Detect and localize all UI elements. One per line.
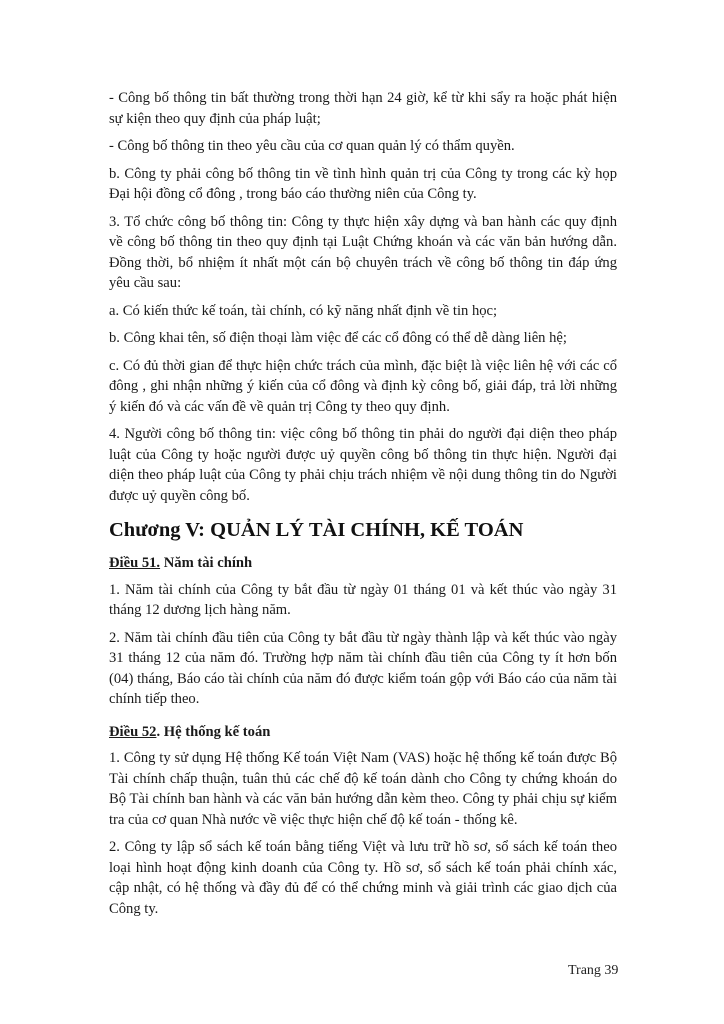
paragraph: 2. Công ty lập sổ sách kế toán bằng tiếng Việt và lưu trữ hồ sơ, sổ sách kế toán theo loại hình hoạt động kinh doanh của Công ty. Hồ sơ, sổ sách kế toán phải chính xác, cập nhật, có hệ thống và đầy đủ để có thể chứng minh và giải trình các giao dịch của Công ty.	[109, 839, 617, 917]
paragraph: c. Có đủ thời gian để thực hiện chức trách của mình, đặc biệt là việc liên hệ với các cổ đông , ghi nhận những ý kiến của cổ đông và định kỳ công bố, giải đáp, trả lời những ý kiến đó và các vấn đề về quản trị Công ty theo quy định.	[109, 357, 617, 415]
article-51-title: Năm tài chính	[160, 555, 253, 571]
paragraph: 3. Tổ chức công bố thông tin: Công ty thực hiện xây dựng và ban hành các quy định về công bố thông tin theo quy định tại Luật Chứng khoán và các văn bản hướng dẫn. Đồng thời, bổ nhiệm ít nhất một cán bộ chuyên trách về công bố thông tin đáp ứng yêu cầu sau:	[109, 213, 617, 291]
page-number: Trang 39	[568, 963, 619, 978]
chapter-title: Chương V: QUẢN LÝ TÀI CHÍNH, KẾ TOÁN	[109, 519, 524, 541]
paragraph: 4. Người công bố thông tin: việc công bố thông tin phải do người đại diện theo pháp luật của Công ty hoặc người được uỷ quyền công bố thông tin thực hiện. Người đại diện theo pháp luật của Công ty phải chịu trách nhiệm về nội dung thông tin do Người được uỷ quyền công bố.	[109, 426, 617, 504]
paragraph: b. Công khai tên, số điện thoại làm việc để các cổ đông có thể dễ dàng liên hệ;	[109, 330, 567, 346]
paragraph: b. Công ty phải công bố thông tin về tình hình quản trị của Công ty trong các kỳ họp Đại hội đồng cổ đông , trong báo cáo thường niên của Công ty.	[109, 165, 617, 202]
paragraph: 1. Năm tài chính của Công ty bắt đầu từ ngày 01 tháng 01 và kết thúc vào ngày 31 tháng 12 dương lịch hàng năm.	[109, 581, 617, 618]
paragraph: 1. Công ty sử dụng Hệ thống Kế toán Việt Nam (VAS) hoặc hệ thống kế toán được Bộ Tài chính chấp thuận, tuân thủ các chế độ kế toán dành cho Công ty chứng khoán do Bộ Tài chính ban hành và các văn bản hướng dẫn kèm theo. Công ty phải chịu sự kiểm tra của cơ quan Nhà nước về việc thực hiện chế độ kế toán - thống kê.	[109, 750, 617, 828]
document-page	[109, 88, 617, 926]
paragraph: - Công bố thông tin bất thường trong thời hạn 24 giờ, kể từ khi sẩy ra hoặc phát hiện sự kiện theo quy định của pháp luật;	[109, 90, 617, 127]
paragraph: - Công bố thông tin theo yêu cầu của cơ quan quản lý có thẩm quyền.	[109, 138, 515, 154]
article-51-heading	[109, 553, 617, 574]
article-52-title: . Hệ thống kế toán	[156, 723, 271, 740]
paragraph: 2. Năm tài chính đầu tiên của Công ty bắt đầu từ ngày thành lập và kết thúc vào ngày 31 tháng 12 của năm đó. Trường hợp năm tài chính đầu tiên của Công ty ít hơn bốn (04) tháng, Báo cáo tài chính của năm đó được kiểm toán gộp với Báo cáo của năm tài chính tiếp theo.	[109, 629, 617, 707]
article-52-heading	[109, 722, 617, 743]
article-51-number: Điều 51.	[109, 555, 161, 571]
article-52-number: Điều 52	[109, 723, 157, 740]
paragraph: a. Có kiến thức kế toán, tài chính, có kỹ năng nhất định về tin học;	[109, 302, 498, 319]
